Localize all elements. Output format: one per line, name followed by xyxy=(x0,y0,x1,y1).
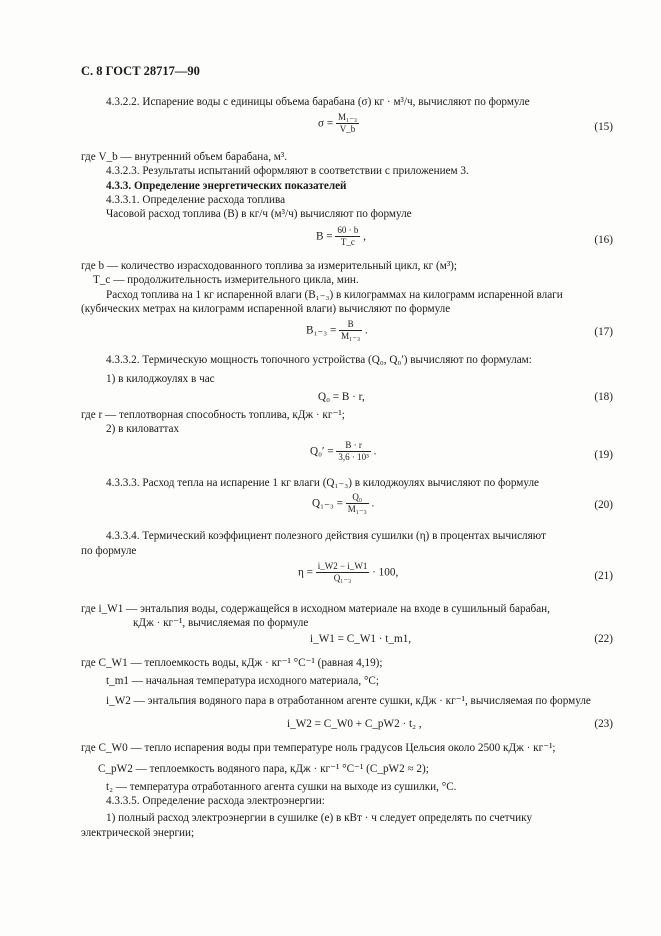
item-1-kj-per-hour: 1) в килоджоулях в час xyxy=(106,373,215,385)
equation-22: i_W1 = C_W1 · t_m1, xyxy=(310,633,412,645)
paragraph-4-3-2-2: 4.3.2.2. Испарение воды с единицы объема барабана (σ) кг · м³/ч, вычисляют по формуле xyxy=(106,96,530,108)
equation-22-label: (22) xyxy=(594,633,613,645)
where-tm1: t_m1 — начальная температура исходного материала, °C; xyxy=(106,675,379,687)
paragraph-electricity-line-2: электрической энергии; xyxy=(81,827,195,839)
where-iw1-line-1: где i_W1 — энтальпия воды, содержащейся в исходном материале на входе в сушильный барабан, xyxy=(81,603,550,615)
where-iw1-line-2: кДж · кг⁻¹, вычисляемая по формуле xyxy=(133,617,309,629)
equation-19: Q₀′ = $\frac{B \cdot r}{\text{3,6 · 10³}}$ . xyxy=(310,440,377,463)
where-vb: где V_b — внутренний объем барабана, м³. xyxy=(81,151,288,163)
equation-19-label: (19) xyxy=(594,449,613,461)
paragraph-per-kg-1: Расход топлива на 1 кг испаренной влаги (B₁₋₃) в килограммах на килограмм испаренной влаги xyxy=(106,289,563,301)
equation-16: B = $\frac{60 \cdot b}{T\_c}$ , xyxy=(316,225,366,248)
equation-17: B₁₋₃ = $\frac{B}{\text{M₁₋₃}}$ . xyxy=(306,319,368,342)
page-header: С. 8 ГОСТ 28717—90 xyxy=(81,64,200,78)
paragraph-4-3-3-4-line-1: 4.3.3.4. Термический коэффициент полезного действия сушилки (η) в процентах вычисляют xyxy=(106,530,546,542)
item-2-kilowatts: 2) в киловаттах xyxy=(106,423,180,435)
equation-18-label: (18) xyxy=(594,391,613,403)
equation-21: η = $\frac{i\_W2 - i\_W1}{\text{Q₁₋₃}}$ · 100, xyxy=(298,561,399,584)
equation-16-label: (16) xyxy=(594,234,613,246)
paragraph-per-kg-2: (кубических метрах на килограмм испаренной влаги) вычисляют по формуле xyxy=(81,303,451,315)
equation-20: Q₁₋₃ = $\frac{\text{Q₀}}{\text{M₁₋₃}}$ . xyxy=(312,492,375,515)
paragraph-electricity-line-1: 1) полный расход электроэнергии в сушилке (e) в кВт · ч следует определять по счетчику xyxy=(106,812,533,824)
where-cw0: где C_W0 — тепло испарения воды при температуре ноль градусов Цельсия около 2500 кДж · кг⁻¹; xyxy=(81,742,556,754)
where-cw1: где C_W1 — теплоемкость воды, кДж · кг⁻¹ °C⁻¹ (равная 4,19); xyxy=(81,657,383,669)
equation-23-label: (23) xyxy=(594,718,613,730)
equation-15-label: (15) xyxy=(594,121,613,133)
where-t2: t₂ — температура отработанного агента сушки на выходе из сушилки, °C. xyxy=(106,781,457,793)
paragraph-4-3-2-3: 4.3.2.3. Результаты испытаний оформляют в соответствии с приложением 3. xyxy=(106,165,469,177)
where-iw2: i_W2 — энтальпия водяного пара в отработанном агенте сушки, кДж · кг⁻¹, вычисляемая по формуле xyxy=(106,695,591,707)
equation-18: Q₀ = B · r, xyxy=(318,391,365,403)
paragraph-4-3-3-4-line-2: по формуле xyxy=(81,545,137,557)
paragraph-4-3-3-3: 4.3.3.3. Расход тепла на испарение 1 кг влаги (Q₁₋₃) в килоджоулях вычисляют по формуле xyxy=(106,477,539,489)
where-cpw2: C_pW2 — теплоемкость водяного пара, кДж · кг⁻¹ °C⁻¹ (C_pW2 ≈ 2); xyxy=(98,763,429,775)
equation-21-label: (21) xyxy=(594,570,613,582)
where-r: где r — теплотворная способность топлива, кДж · кг⁻¹; xyxy=(81,409,345,421)
equation-20-label: (20) xyxy=(594,499,613,511)
where-tc: T_c — продолжительность измерительного цикла, мин. xyxy=(93,274,359,286)
paragraph-4-3-3-2: 4.3.3.2. Термическую мощность топочного устройства (Q₀, Q₀′) вычисляют по формулам: xyxy=(106,354,532,366)
equation-15: σ = $\frac{\text{M₁₋₃}}{V\_b}$ xyxy=(318,112,357,135)
equation-23: i_W2 = C_W0 + C_pW2 · t₂ , xyxy=(287,718,422,730)
where-b: где b — количество израсходованного топлива за измерительный цикл, кг (м³); xyxy=(81,260,458,272)
paragraph-hourly: Часовой расход топлива (B) в кг/ч (м³/ч) вычисляют по формуле xyxy=(106,208,412,220)
paragraph-4-3-3-5: 4.3.3.5. Определение расхода электроэнергии: xyxy=(106,795,325,807)
paragraph-4-3-3-1: 4.3.3.1. Определение расхода топлива xyxy=(106,194,286,206)
section-heading-4-3-3: 4.3.3. Определение энергетических показателей xyxy=(106,180,347,192)
equation-17-label: (17) xyxy=(594,326,613,338)
